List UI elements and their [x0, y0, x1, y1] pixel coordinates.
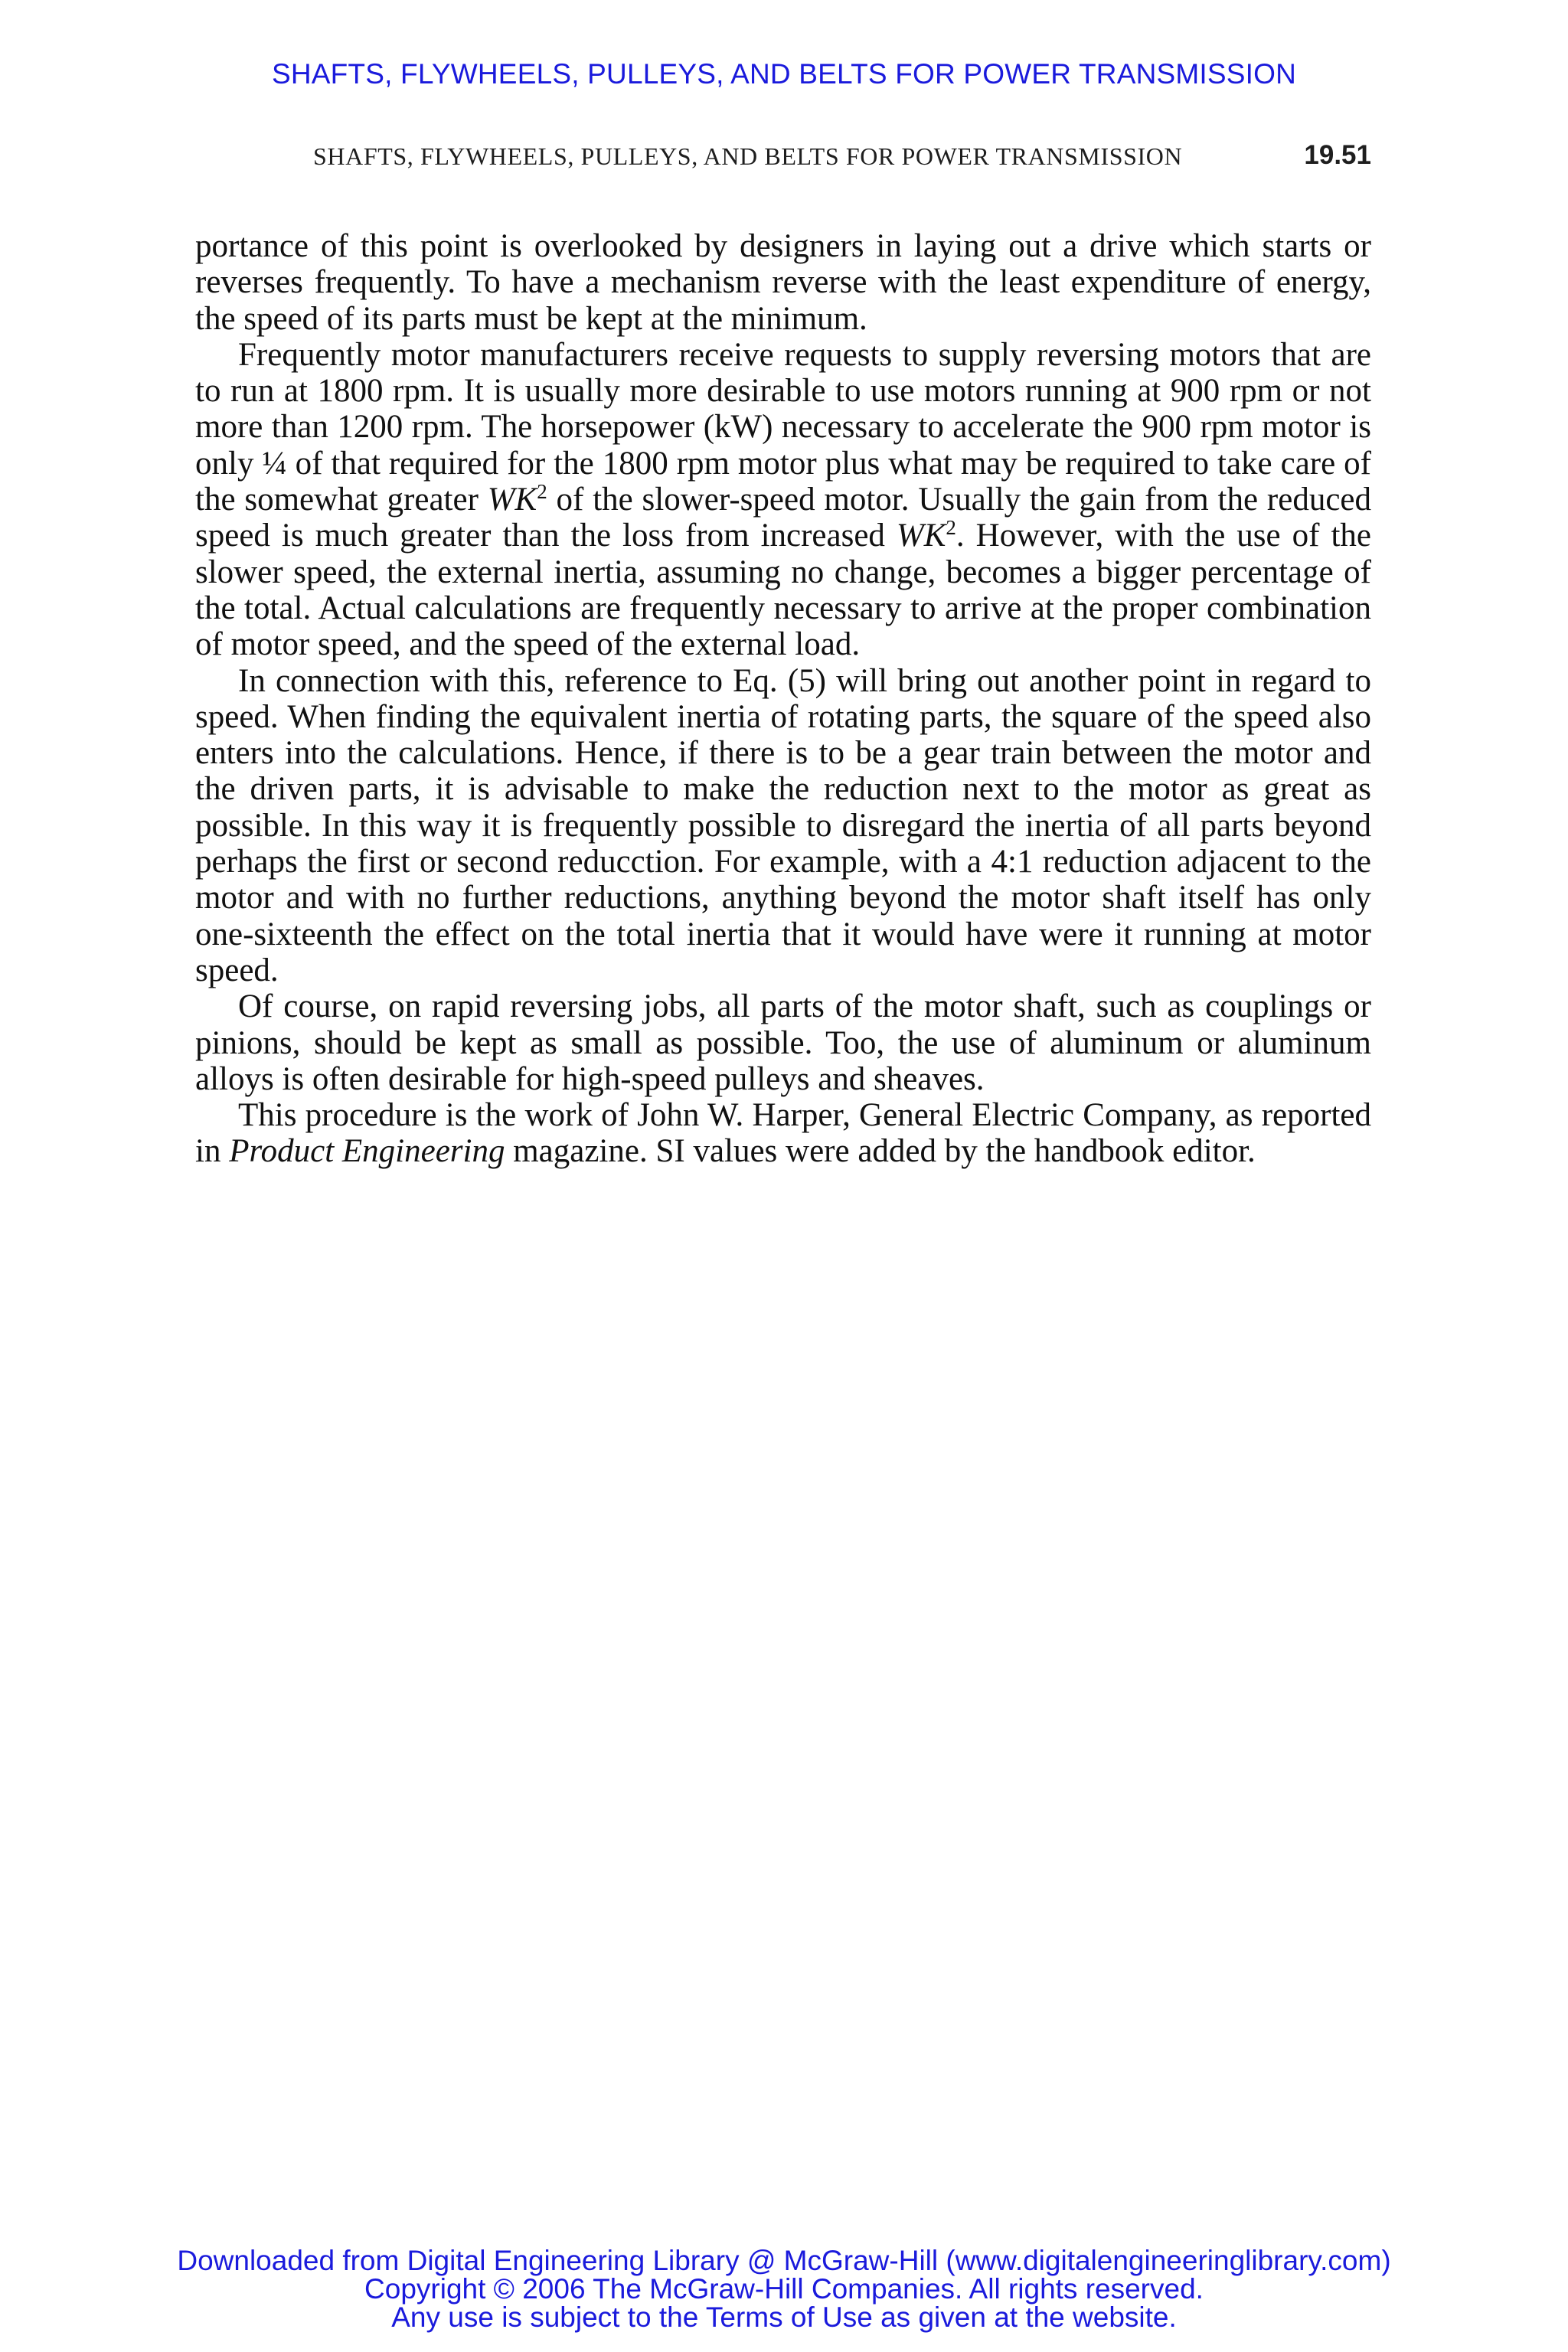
wk-exponent: 2 — [946, 516, 956, 540]
paragraph-4: Of course, on rapid reversing jobs, all parts of the motor shaft, such as couplings or pinions, should be kept as small as possible. Too, the use of aluminum or aluminum alloys is often desirable for high-speed pulleys and sheaves. — [195, 988, 1371, 1097]
paragraph-2-text-b: of the slower-speed motor. Usually the gain from the reduced speed is much greater than the loss from increased — [195, 482, 1371, 554]
wk-symbol: WK — [487, 482, 537, 518]
paragraph-5-text-b: magazine. SI values were added by the handbook editor. — [505, 1133, 1256, 1170]
paragraph-2 — [195, 337, 1371, 663]
paragraph-1: portance of this point is overlooked by designers in laying out a drive which starts or reverses frequently. To have a mechanism reverse with the least expenditure of energy, the speed of its parts must be kept at the minimum. — [195, 228, 1371, 337]
paragraph-5-text-a: This procedure is the work of John W. Harper, General Electric Company, as reported in — [195, 1097, 1371, 1170]
magazine-title: Product Engineering — [229, 1133, 505, 1170]
footer-terms-line: Any use is subject to the Terms of Use as given at the website. — [391, 2301, 1177, 2333]
wk-exponent: 2 — [537, 480, 547, 504]
footer-copyright-line: Copyright © 2006 The McGraw-Hill Companies. All rights reserved. — [364, 2273, 1204, 2305]
top-banner-title: SHAFTS, FLYWHEELS, PULLEYS, AND BELTS FOR POWER TRANSMISSION — [271, 58, 1297, 90]
body-text — [195, 228, 1371, 1170]
page-number: 19.51 — [1304, 140, 1371, 170]
running-head — [313, 142, 1371, 181]
footer-download-line: Downloaded from Digital Engineering Library @ McGraw-Hill (www.digitalengineeringlibrary.com) — [177, 2245, 1391, 2276]
paragraph-3: In connection with this, reference to Eq. (5) will bring out another point in regard to speed. When finding the equivalent inertia of rotating parts, the square of the speed also enters into the calculations. Hence, if there is to be a gear train between the motor and the driven parts, it is advisable to make the reduction next to the motor as great as possible. In this way it is frequently possible to disregard the inertia of all parts beyond perhaps the first or second reducction. For example, with a 4:1 reduction adjacent to the motor and with no further reductions, anything beyond the motor shaft itself has only one-sixteenth the effect on the total inertia that it would have were it running at motor speed. — [195, 662, 1371, 988]
footer-notice — [0, 2246, 1568, 2331]
paragraph-2-text-c: . However, with the use of the slower speed, the external inertia, assuming no change, becomes a bigger percentage of the total. Actual calculations are frequently necessary to arrive at the proper combination of motor speed, and the speed of the external load. — [195, 518, 1371, 663]
running-head-title: SHAFTS, FLYWHEELS, PULLEYS, AND BELTS FOR POWER TRANSMISSION — [313, 142, 1183, 170]
paragraph-2-text-a: Frequently motor manufacturers receive requests to supply reversing motors that are to run at 1800 rpm. It is usually more desirable to use motors running at 900 rpm or not more than 1200 rpm. The horsepower (kW) necessary to accelerate the 900 rpm motor is only ¼ of that required for the 1800 rpm motor plus what may be required to take care of the somewhat greater — [195, 336, 1371, 518]
wk-symbol: WK — [896, 518, 946, 554]
paragraph-5 — [195, 1097, 1371, 1170]
